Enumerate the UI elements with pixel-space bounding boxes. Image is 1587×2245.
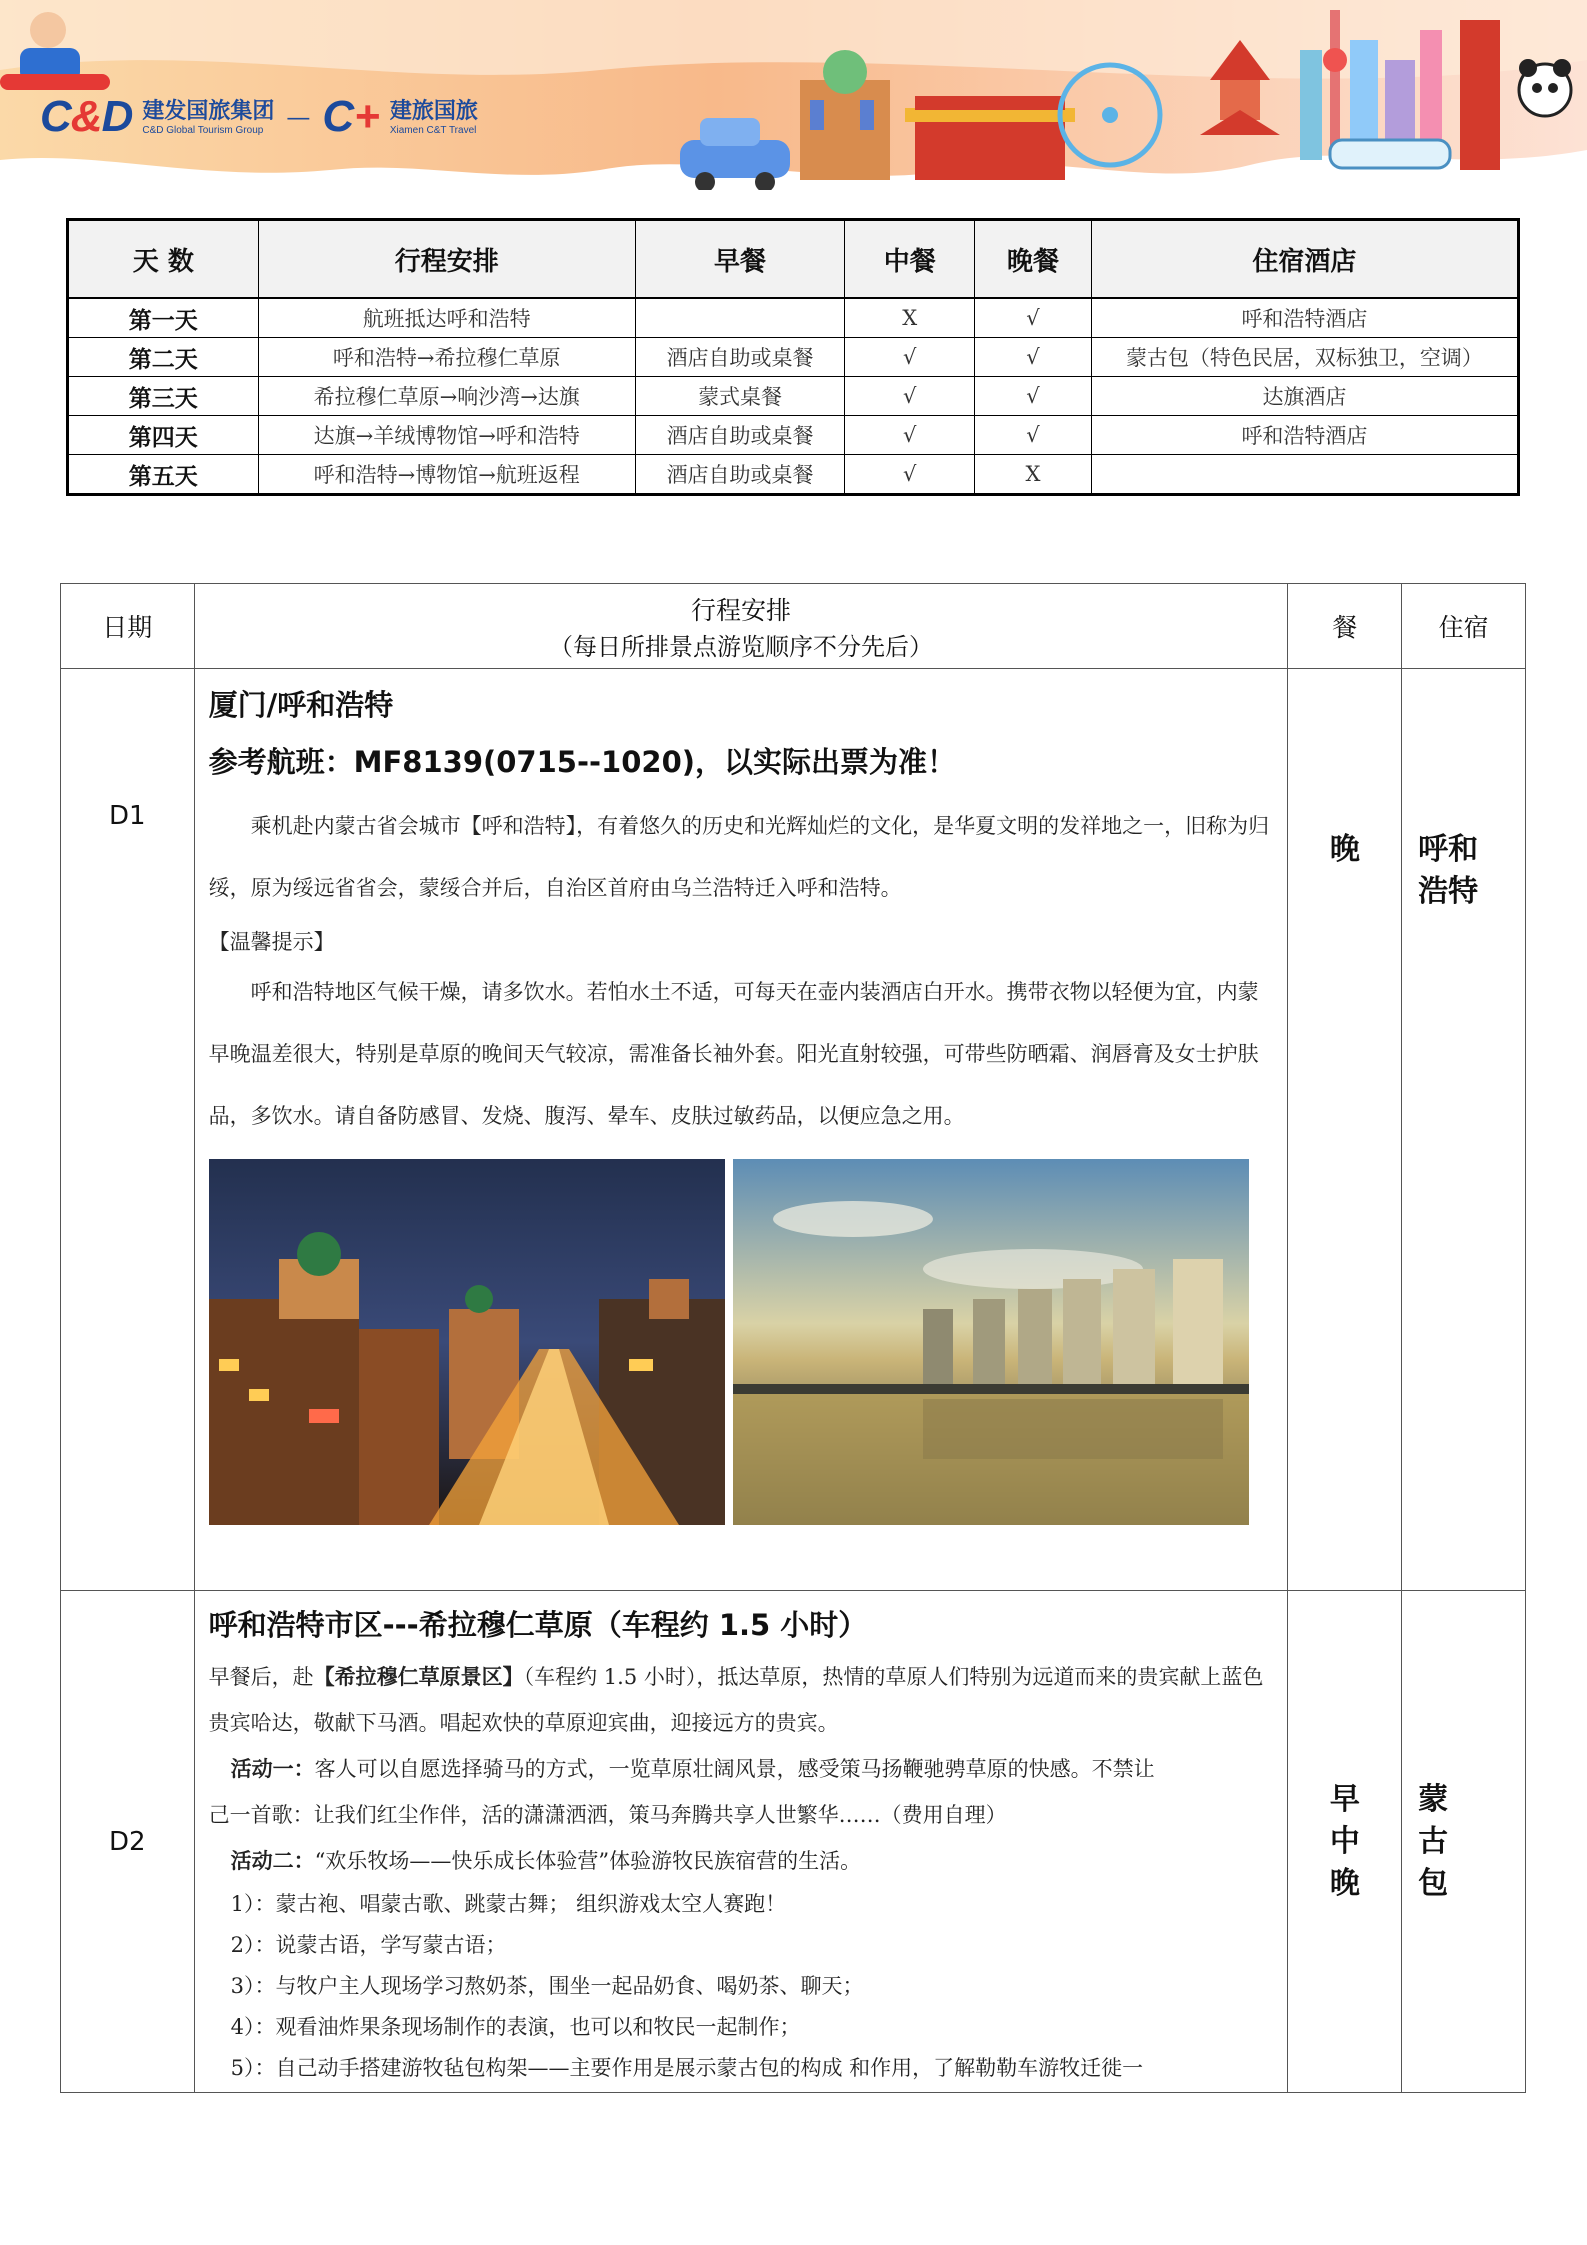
- day-cell: 第三天: [68, 377, 259, 416]
- dinner-cell: √: [975, 416, 1092, 455]
- col-header-date: 日期: [61, 584, 195, 669]
- col-header-itinerary: [194, 584, 1288, 669]
- table-row: [68, 416, 1519, 455]
- day-row-d1: [61, 669, 1526, 1591]
- breakfast-cell: 酒店自助或桌餐: [635, 338, 845, 377]
- stay-char: 包: [1418, 1865, 1449, 1901]
- breakfast-cell: 蒙式桌餐: [635, 377, 845, 416]
- day-title: 呼和浩特市区---希拉穆仁草原（车程约 1.5 小时）: [208, 1608, 868, 1642]
- intro-part-a: 早餐后，赴: [208, 1665, 314, 1689]
- meal-cell: 晚: [1288, 669, 1402, 1591]
- header-banner: [0, 0, 1587, 190]
- plan-cell: 航班抵达呼和浩特: [258, 298, 635, 338]
- photo-gallery: [209, 1159, 1276, 1529]
- lunch-cell: X: [845, 298, 975, 338]
- day-content: [194, 669, 1288, 1591]
- stay-char: 蒙: [1418, 1781, 1449, 1817]
- day-cell: 第五天: [68, 455, 259, 495]
- plan-cell: 达旗→羊绒博物馆→呼和浩特: [258, 416, 635, 455]
- activity-2-text: “欢乐牧场——快乐成长体验营”体验游牧民族宿营的生活。: [314, 1849, 862, 1873]
- day-intro: [209, 1654, 1276, 1746]
- col-header-lunch: 中餐: [845, 220, 975, 299]
- activity-1-label: 活动一：: [230, 1756, 315, 1781]
- table-row: [68, 298, 1519, 338]
- lunch-cell: √: [845, 338, 975, 377]
- col-header-stay: 住宿: [1402, 584, 1526, 669]
- brand-name-1-en: C&D Global Tourism Group: [142, 124, 264, 136]
- hotel-cell: 蒙古包（特色民居，双标独卫，空调）: [1091, 338, 1518, 377]
- breakfast-cell: [635, 298, 845, 338]
- col-header-plan: 行程安排: [258, 220, 635, 299]
- hotel-cell: 呼和浩特酒店: [1091, 298, 1518, 338]
- hotel-cell: 呼和浩特酒店: [1091, 416, 1518, 455]
- itinerary-header-note: （每日所排景点游览顺序不分先后）: [549, 632, 934, 661]
- day-cell: 第二天: [68, 338, 259, 377]
- day-label: D2: [61, 1591, 195, 2093]
- meal-breakfast: 早: [1329, 1781, 1360, 1817]
- detail-header-row: [61, 584, 1526, 669]
- ct-logo: C+: [322, 92, 380, 141]
- stay-cell: [1402, 1591, 1526, 2093]
- river-skyline-photo: [733, 1159, 1249, 1525]
- activity-1-cont: 己一首歌：让我们红尘作伴，活的潇潇洒洒，策马奔腾共享人世繁华……（费用自理）: [208, 1803, 1007, 1827]
- day-title: 厦门/呼和浩特: [208, 688, 394, 722]
- stay-text: 呼和浩特: [1418, 832, 1479, 909]
- col-header-meal: 餐: [1288, 584, 1402, 669]
- dinner-cell: √: [975, 298, 1092, 338]
- stay-char: 古: [1418, 1823, 1449, 1859]
- city-night-photo: [209, 1159, 725, 1525]
- col-header-days: 天 数: [68, 220, 259, 299]
- logo-divider: —: [286, 103, 311, 131]
- breakfast-cell: 酒店自助或桌餐: [635, 416, 845, 455]
- dinner-cell: √: [975, 377, 1092, 416]
- day-content: [194, 1591, 1288, 2093]
- brand-name-2: 建旅国旅: [389, 98, 478, 124]
- brand-name-1: 建发国旅集团: [142, 98, 275, 124]
- meal-lunch: 中: [1329, 1823, 1360, 1859]
- table-row: [68, 338, 1519, 377]
- day-label: D1: [61, 669, 195, 1591]
- itinerary-summary-table: [66, 218, 1520, 496]
- brand-name-2-en: Xiamen C&T Travel: [389, 124, 477, 136]
- dinner-cell: √: [975, 338, 1092, 377]
- summary-header-row: [68, 220, 1519, 299]
- cd-logo: C&D: [40, 92, 133, 141]
- plan-cell: 呼和浩特→博物馆→航班返程: [258, 455, 635, 495]
- col-header-hotel: 住宿酒店: [1091, 220, 1518, 299]
- table-row: [68, 455, 1519, 495]
- list-item: 3）：与牧户主人现场学习熬奶茶，围坐一起品奶食、喝奶茶、聊天；: [230, 1974, 864, 1998]
- activity-2: [209, 1838, 1276, 1884]
- list-item: 5）：自己动手搭建游牧毡包构架——主要作用是展示蒙古包的构成 和作用，了解勒勒车游牧迁徙一: [230, 2056, 1144, 2080]
- day-cell: 第四天: [68, 416, 259, 455]
- plan-cell: 希拉穆仁草原→响沙湾→达旗: [258, 377, 635, 416]
- meal-dinner: 晚: [1329, 1865, 1360, 1901]
- hotel-cell: 达旗酒店: [1091, 377, 1518, 416]
- intro-part-c: （车程约 1.5 小时），抵达草原，热情的草原人们特别为远道而来的贵宾献上蓝色贵宾哈达，敬献下马酒。唱起欢快的草原迎宾曲，迎接远方的贵宾。: [208, 1665, 1264, 1735]
- table-row: [68, 377, 1519, 416]
- list-item: 2）：说蒙古语，学写蒙古语；: [230, 1933, 507, 1957]
- scenic-area-name: 【希拉穆仁草原景区】: [313, 1664, 524, 1689]
- list-item: 1）：蒙古袍、唱蒙古歌、跳蒙古舞； 组织游戏太空人赛跑！: [230, 1892, 787, 1916]
- plan-cell: 呼和浩特→希拉穆仁草原: [258, 338, 635, 377]
- day-cell: 第一天: [68, 298, 259, 338]
- lunch-cell: √: [845, 416, 975, 455]
- col-header-breakfast: 早餐: [635, 220, 845, 299]
- hotel-cell: [1091, 455, 1518, 495]
- day-row-d2: [61, 1591, 1526, 2093]
- itinerary-header-title: 行程安排: [691, 595, 792, 625]
- tip-label: 【温馨提示】: [208, 930, 335, 954]
- breakfast-cell: 酒店自助或桌餐: [635, 455, 845, 495]
- day-intro: 乘机赴内蒙古省会城市【呼和浩特】，有着悠久的历史和光辉灿烂的文化，是华夏文明的发祥地之一，旧称为归绥，原为绥远省省会，蒙绥合并后，自治区首府由乌兰浩特迁入呼和浩特。: [208, 814, 1270, 900]
- list-item: 4）：观看油炸果条现场制作的表演，也可以和牧民一起制作；: [230, 2015, 801, 2039]
- meal-cell: [1288, 1591, 1402, 2093]
- flight-info: 参考航班：MF8139(0715--1020)，以实际出票为准！: [208, 745, 956, 779]
- dinner-cell: X: [975, 455, 1092, 495]
- activity-2-label: 活动二：: [230, 1848, 315, 1873]
- lunch-cell: √: [845, 455, 975, 495]
- stay-cell: [1402, 669, 1526, 1591]
- col-header-dinner: 晚餐: [975, 220, 1092, 299]
- brand-logos: [40, 92, 478, 142]
- activity-1-text: 客人可以自愿选择骑马的方式，一览草原壮阔风景，感受策马扬鞭驰骋草原的快感。不禁让: [314, 1757, 1155, 1781]
- tip-text: 呼和浩特地区气候干燥，请多饮水。若怕水土不适，可每天在壶内装酒店白开水。携带衣物以轻便为宜，内蒙早晚温差很大，特别是草原的晚间天气较凉，需准备长袖外套。阳光直射较强，可带些防晒霜、润唇膏及女士护肤品，多饮水。请自备防感冒、发烧、腹泻、晕车、皮肤过敏药品，以便应急之用。: [208, 980, 1259, 1128]
- lunch-cell: √: [845, 377, 975, 416]
- activity-1: [209, 1746, 1276, 1792]
- itinerary-detail-table: [60, 583, 1526, 2093]
